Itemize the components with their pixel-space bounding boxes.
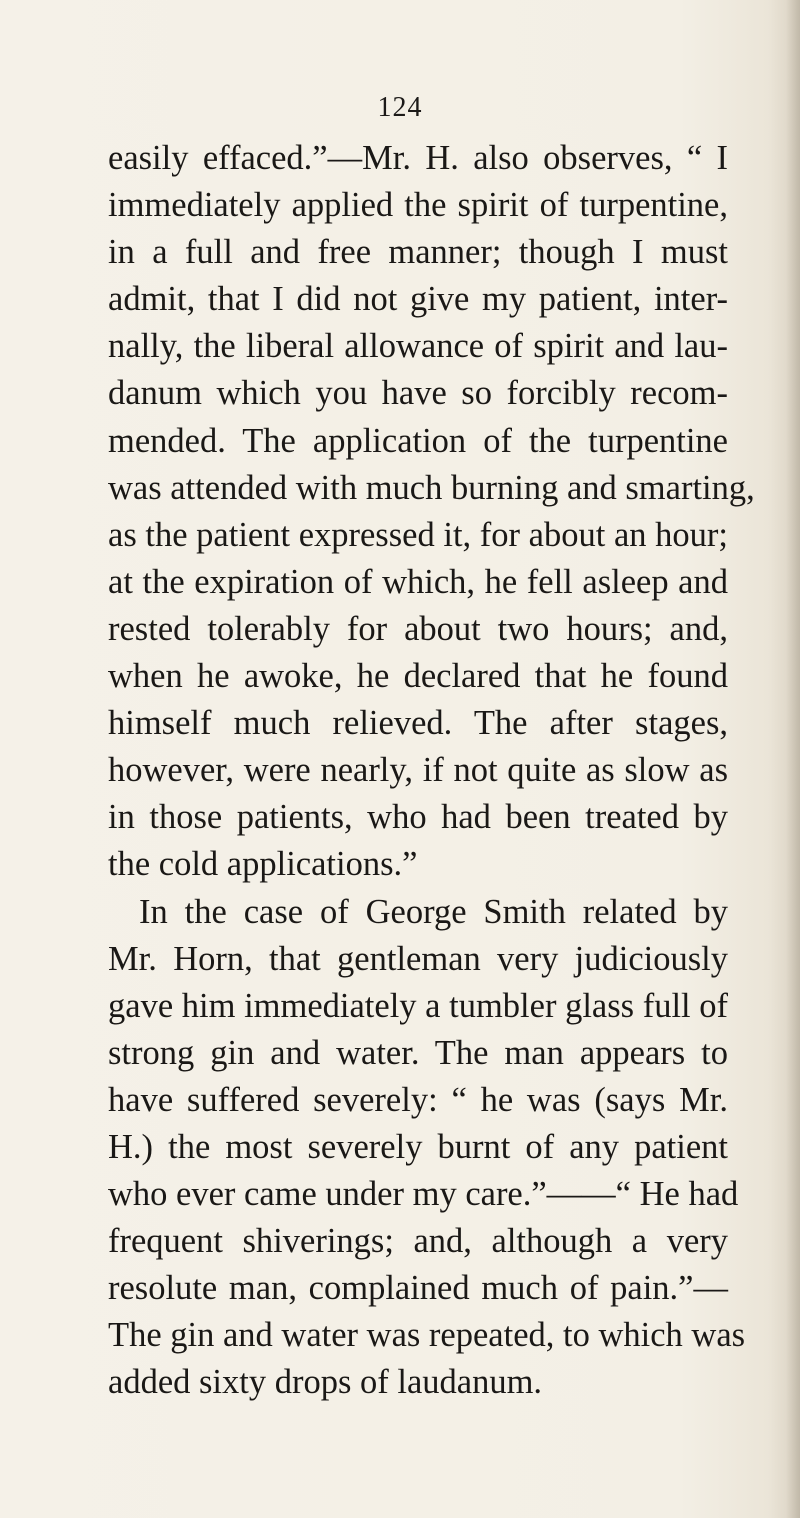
text-line: easily effaced.”—Mr. H. also observes, “ I [108, 139, 728, 177]
text-line: gave him immediately a tumbler glass full of [108, 986, 728, 1025]
text-line: nally, the liberal allowance of spirit and lau- [108, 327, 728, 366]
text-line: when he awoke, he declared that he found [108, 657, 728, 696]
text-line: frequent shiverings; and, although a very [108, 1222, 728, 1261]
text-line: admit, that I did not give my patient, inter- [108, 280, 728, 319]
text-line: H.) the most severely burnt of any patient [108, 1127, 728, 1166]
text-line: the cold applications.” [108, 845, 418, 884]
text-line: have suffered severely: “ he was (says Mr. [108, 1080, 728, 1119]
page-number: 124 [377, 92, 423, 123]
text-line: Mr. Horn, that gentleman very judiciously [108, 939, 728, 978]
text-line: mended. The application of the turpentine [108, 421, 728, 460]
text-line: was attended with much burning and smarting, [108, 468, 755, 507]
text-line: in a full and free manner; though I must [108, 233, 728, 272]
text-line: rested tolerably for about two hours; and, [108, 609, 728, 648]
text-line: at the expiration of which, he fell asleep and [108, 562, 728, 601]
page-edge-shadow [786, 0, 800, 1518]
text-line: The gin and water was repeated, to which was [108, 1316, 746, 1355]
text-line: resolute man, complained much of pain.”— [108, 1269, 728, 1308]
body-text [108, 135, 755, 1407]
text-line: however, were nearly, if not quite as slow as [108, 751, 728, 790]
text-line: added sixty drops of laudanum. [108, 1363, 543, 1402]
text-line: in those patients, who had been treated by [108, 798, 728, 837]
text-line: immediately applied the spirit of turpentine, [108, 186, 728, 225]
paragraph-start-line: In the case of George Smith related by [139, 892, 728, 931]
text-line: strong gin and water. The man appears to [108, 1033, 728, 1072]
text-line: himself much relieved. The after stages, [108, 704, 728, 743]
text-line: danum which you have so forcibly recom- [108, 374, 728, 413]
text-line: who ever came under my care.”——“ He had [108, 1175, 739, 1214]
text-line: as the patient expressed it, for about an hour; [108, 515, 728, 554]
